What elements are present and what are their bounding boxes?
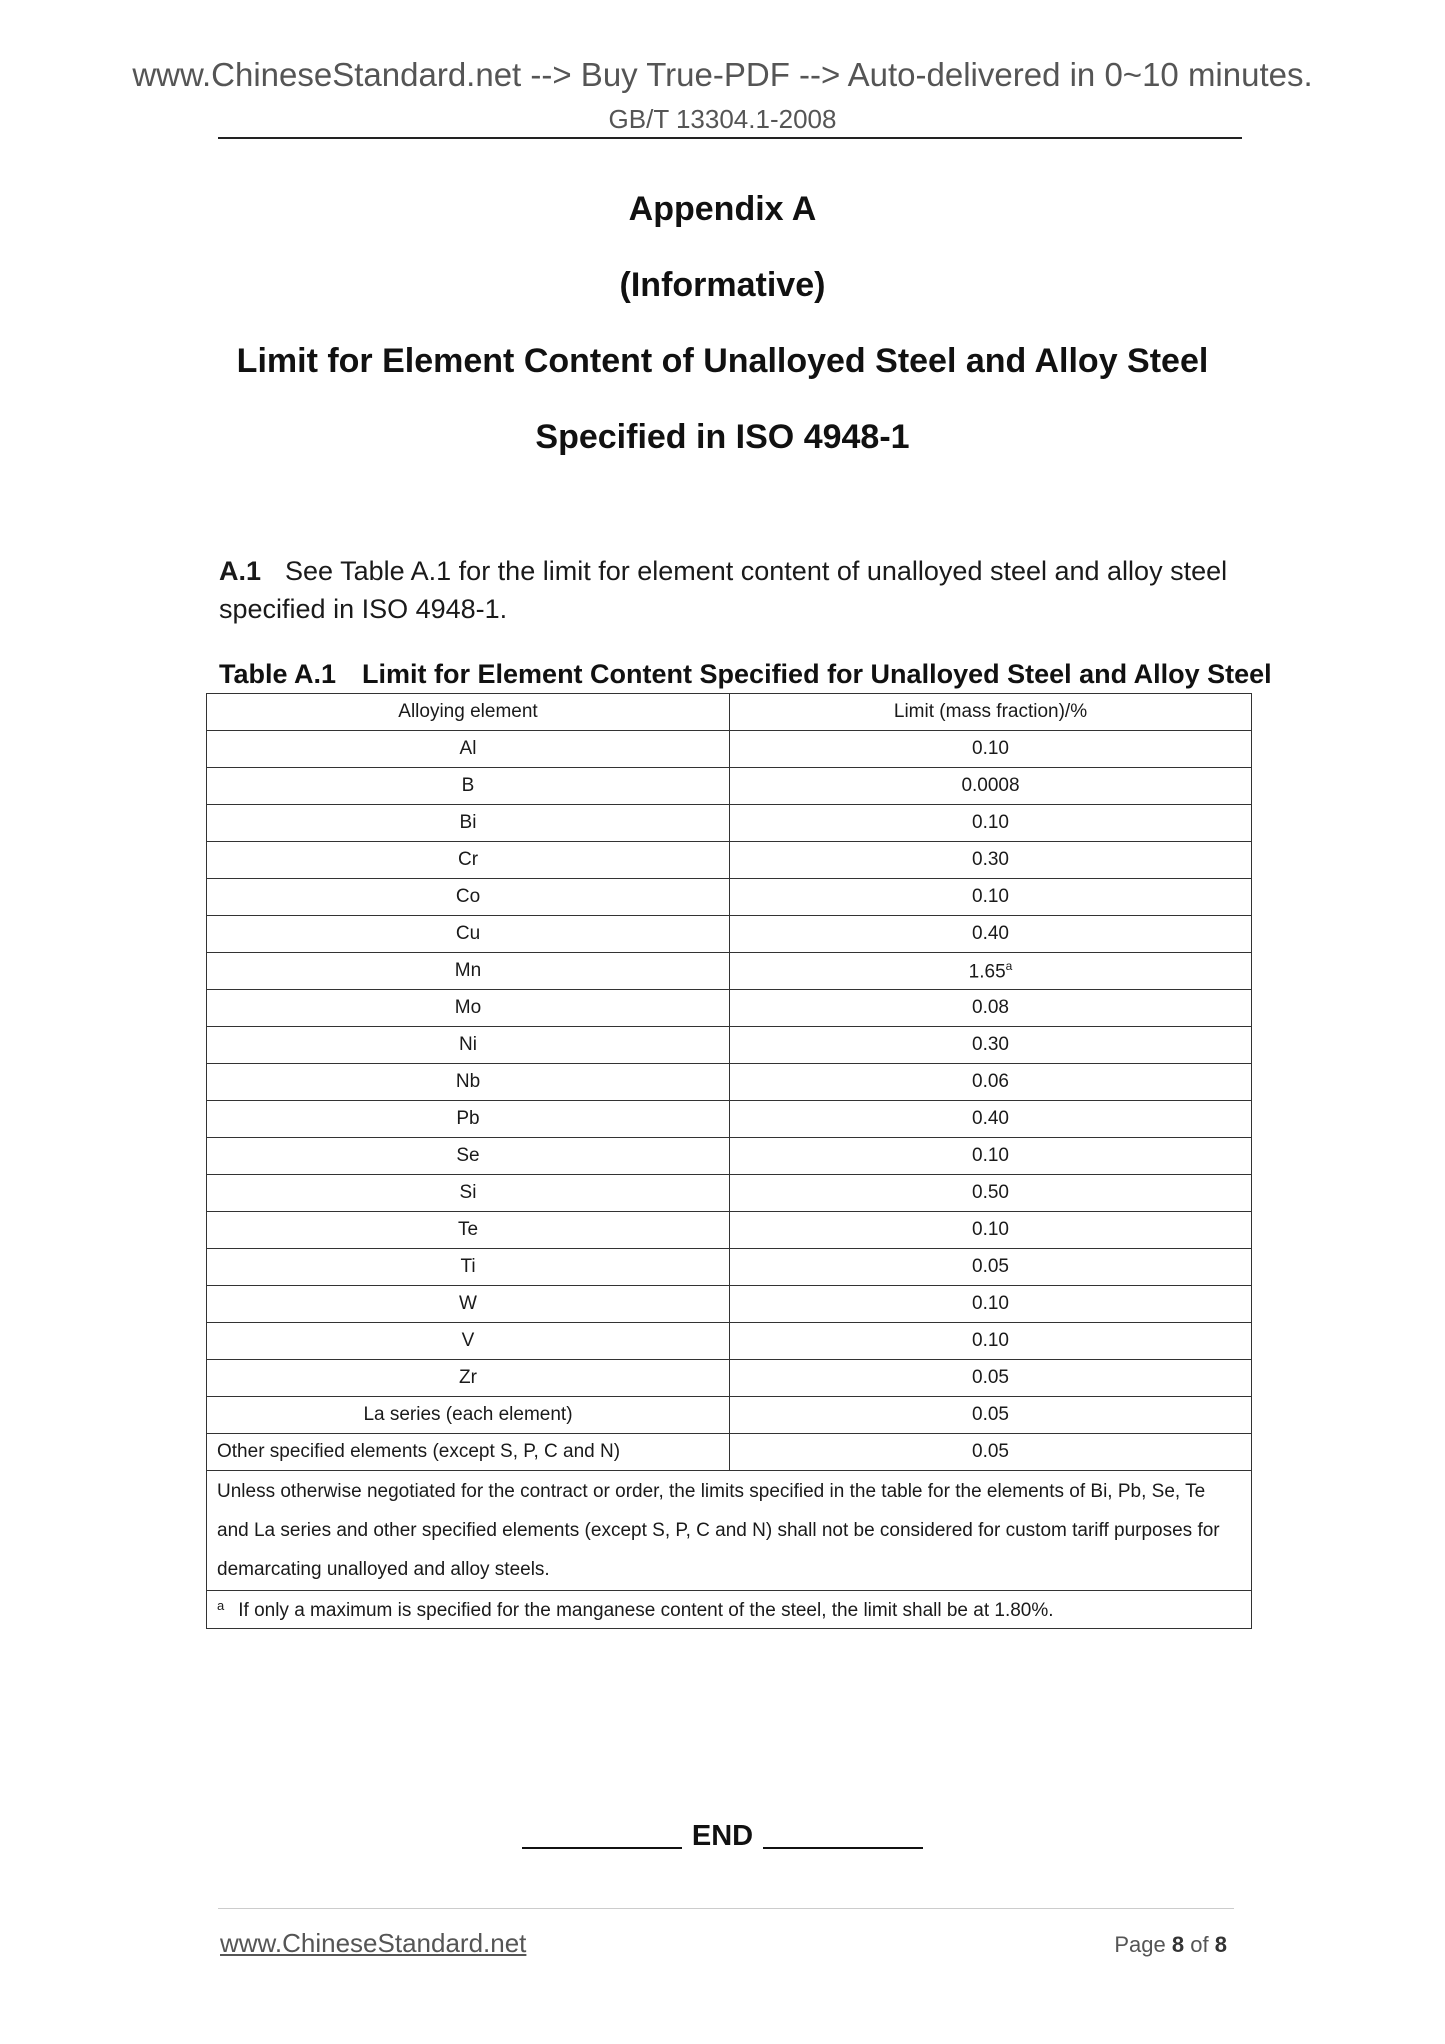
element-cell: Other specified elements (except S, P, C and N): [207, 1434, 730, 1471]
clause-a1: [219, 552, 1249, 628]
page-current: 8: [1171, 1932, 1185, 1957]
element-cell: V: [207, 1323, 730, 1360]
table-row: [207, 990, 1252, 1027]
table-row: [207, 1323, 1252, 1360]
header-limit: Limit (mass fraction)/%: [730, 694, 1252, 731]
appendix-type: (Informative): [619, 266, 826, 304]
table-row: [207, 731, 1252, 768]
limit-cell: [730, 879, 1252, 916]
end-line-left: [522, 1847, 682, 1849]
table-row: [207, 1027, 1252, 1064]
table-header-row: [207, 694, 1252, 731]
table-row: [207, 1064, 1252, 1101]
limit-cell: [730, 842, 1252, 879]
element-cell: La series (each element): [207, 1397, 730, 1434]
footer-rule: [218, 1908, 1234, 1909]
element-cell: Mo: [207, 990, 730, 1027]
header-alloying-element: Alloying element: [207, 694, 730, 731]
end-line-right: [763, 1847, 923, 1849]
table-row: [207, 1212, 1252, 1249]
page-of: of: [1190, 1932, 1209, 1957]
element-cell: Cu: [207, 916, 730, 953]
table-row: [207, 1434, 1252, 1471]
element-cell: W: [207, 1286, 730, 1323]
limit-cell: [730, 1212, 1252, 1249]
table-footnote-row: [207, 1591, 1252, 1629]
footnote-reference: a: [1005, 958, 1013, 973]
limit-cell: [730, 1101, 1252, 1138]
element-cell: Co: [207, 879, 730, 916]
limit-cell: [730, 1286, 1252, 1323]
table-row: [207, 1101, 1252, 1138]
limit-value: 0.10: [972, 1145, 1009, 1166]
table-row: [207, 1249, 1252, 1286]
table-note-row: [207, 1471, 1252, 1591]
element-cell: Mn: [207, 953, 730, 990]
appendix-heading: Appendix A: [628, 190, 817, 228]
limit-value: 0.05: [972, 1367, 1009, 1388]
table-caption-number: Table A.1: [219, 659, 337, 689]
page-total: 8: [1214, 1932, 1227, 1957]
element-cell: Cr: [207, 842, 730, 879]
limit-value: 0.40: [972, 923, 1009, 944]
table-row: [207, 1175, 1252, 1212]
site-banner: www.ChineseStandard.net --> Buy True-PDF --> Auto-delivered in 0~10 minutes.: [132, 56, 1313, 93]
footnote-mark: a: [217, 1597, 225, 1613]
element-cell: Bi: [207, 805, 730, 842]
limit-cell: [730, 805, 1252, 842]
limit-cell: [730, 1175, 1252, 1212]
element-cell: Al: [207, 731, 730, 768]
table-row: [207, 842, 1252, 879]
footer-site-link[interactable]: www.ChineseStandard.net: [220, 1928, 527, 1958]
limit-cell: [730, 916, 1252, 953]
limit-value: 1.65: [968, 961, 1006, 983]
limit-cell: [730, 1064, 1252, 1101]
limit-cell: [730, 990, 1252, 1027]
limit-cell: [730, 1138, 1252, 1175]
appendix-title-line2: Specified in ISO 4948-1: [535, 418, 910, 456]
element-cell: B: [207, 768, 730, 805]
limit-value: 0.10: [972, 738, 1009, 759]
limit-value: 0.05: [972, 1256, 1009, 1277]
appendix-title-line1: Limit for Element Content of Unalloyed Steel and Alloy Steel: [236, 342, 1209, 380]
table-footnote-cell: [207, 1591, 1252, 1629]
element-cell: Ti: [207, 1249, 730, 1286]
clause-number: A.1: [219, 556, 262, 586]
limit-value: 0.10: [972, 1293, 1009, 1314]
table-row: [207, 1286, 1252, 1323]
limit-value: 0.0008: [961, 775, 1020, 796]
limit-value: 0.30: [972, 1034, 1009, 1055]
table-row: [207, 1138, 1252, 1175]
element-cell: Pb: [207, 1101, 730, 1138]
limit-cell: [730, 731, 1252, 768]
limit-value: 0.08: [972, 997, 1009, 1018]
element-limit-table: [206, 693, 1252, 1629]
table-row: [207, 953, 1252, 990]
limit-value: 0.05: [972, 1404, 1009, 1425]
limit-value: 0.10: [972, 886, 1009, 907]
limit-value: 0.10: [972, 812, 1009, 833]
table-note: Unless otherwise negotiated for the contract or order, the limits specified in the table for the elements of Bi, Pb, Se, Te and La series and other specified elements (except S, P, C and N) shall not be considered for custom tariff purposes for demarcating unalloyed and alloy steels.: [207, 1471, 1252, 1591]
limit-cell: [730, 1397, 1252, 1434]
element-cell: Si: [207, 1175, 730, 1212]
clause-text: See Table A.1 for the limit for element content of unalloyed steel and alloy steel specified in ISO 4948-1.: [219, 556, 1228, 624]
table-caption: [219, 659, 1272, 690]
header-rule: [218, 137, 1242, 139]
table-row: [207, 879, 1252, 916]
limit-cell: [730, 768, 1252, 805]
limit-cell: [730, 1360, 1252, 1397]
limit-cell: [730, 953, 1252, 990]
page-label: Page: [1114, 1932, 1166, 1957]
element-cell: Zr: [207, 1360, 730, 1397]
limit-cell: [730, 1434, 1252, 1471]
end-marker: [0, 1820, 1445, 1853]
table-row: [207, 805, 1252, 842]
limit-value: 0.06: [972, 1071, 1009, 1092]
limit-cell: [730, 1027, 1252, 1064]
limit-cell: [730, 1249, 1252, 1286]
limit-value: 0.30: [972, 849, 1009, 870]
limit-value: 0.10: [972, 1330, 1009, 1351]
element-cell: Se: [207, 1138, 730, 1175]
table-row: [207, 1360, 1252, 1397]
table-caption-title: Limit for Element Content Specified for Unalloyed Steel and Alloy Steel: [362, 659, 1272, 689]
limit-value: 0.10: [972, 1219, 1009, 1240]
document-number: GB/T 13304.1-2008: [608, 104, 837, 134]
table-row: [207, 1397, 1252, 1434]
limit-value: 0.50: [972, 1182, 1009, 1203]
element-cell: Te: [207, 1212, 730, 1249]
element-cell: Nb: [207, 1064, 730, 1101]
end-label: END: [691, 1820, 754, 1852]
limit-cell: [730, 1323, 1252, 1360]
element-cell: Ni: [207, 1027, 730, 1064]
table-row: [207, 768, 1252, 805]
table-row: [207, 916, 1252, 953]
limit-value: 0.05: [972, 1441, 1009, 1462]
footnote-text: If only a maximum is specified for the manganese content of the steel, the limit shall be at 1.80%.: [238, 1599, 1054, 1621]
page-indicator: [1114, 1932, 1227, 1958]
limit-value: 0.40: [972, 1108, 1009, 1129]
